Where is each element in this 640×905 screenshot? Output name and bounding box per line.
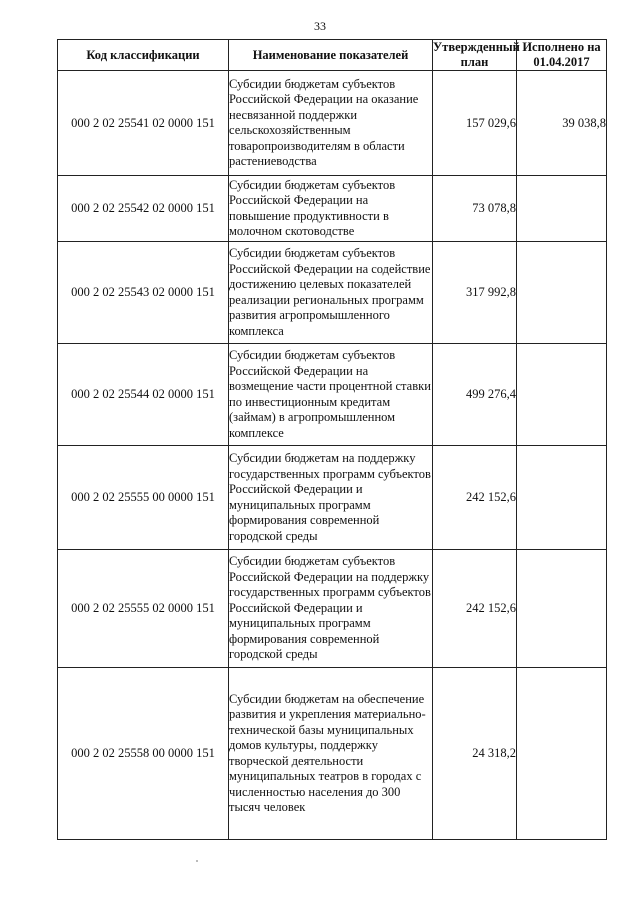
header-code: Код классификации xyxy=(58,40,229,71)
row-executed xyxy=(517,550,607,668)
row-executed xyxy=(517,242,607,344)
budget-table xyxy=(57,39,607,840)
row-name: Субсидии бюджетам на обеспечение развития и укрепления материально-технической базы муниципальных домов культуры, поддержку творческой деятельности муниципальных театров в городах с численностью населения до 300 тысяч человек xyxy=(229,668,433,840)
table-row xyxy=(58,242,607,344)
page-number: 33 xyxy=(314,19,326,33)
row-name: Субсидии бюджетам субъектов Российской Федерации на содействие достижению целевых показателей реализации региональных программ развития агропромышленного комплекса xyxy=(229,242,433,344)
row-name: Субсидии бюджетам субъектов Российской Федерации на повышение продуктивности в молочном скотоводстве xyxy=(229,176,433,242)
row-executed xyxy=(517,176,607,242)
header-plan: Утвержденный план xyxy=(433,40,520,69)
table-row xyxy=(58,344,607,446)
header-name: Наименование показателей xyxy=(229,40,433,71)
row-name: Субсидии бюджетам субъектов Российской Федерации на поддержку государственных программ субъектов Российской Федерации и муниципальных программ формирования современной городской среды xyxy=(229,550,433,668)
header-executed: Исполнено на 01.04.2017 xyxy=(517,40,607,71)
row-plan: 24 318,2 xyxy=(433,668,517,840)
row-code: 000 2 02 25543 02 0000 151 xyxy=(58,242,229,344)
row-executed xyxy=(517,344,607,446)
table-header-row xyxy=(58,40,607,71)
row-executed xyxy=(517,446,607,550)
table-row xyxy=(58,71,607,176)
row-plan: 242 152,6 xyxy=(433,446,517,550)
row-plan: 242 152,6 xyxy=(433,550,517,668)
row-name: Субсидии бюджетам субъектов Российской Федерации на оказание несвязанной поддержки сельскохозяйственным товаропроизводителям в области растениеводства xyxy=(229,71,433,176)
scan-speck xyxy=(196,860,198,862)
row-executed xyxy=(517,668,607,840)
row-executed: 39 038,8 xyxy=(517,71,607,176)
row-plan: 157 029,6 xyxy=(433,71,517,176)
table-row xyxy=(58,550,607,668)
row-code: 000 2 02 25558 00 0000 151 xyxy=(58,668,229,840)
table-row xyxy=(58,446,607,550)
row-plan: 73 078,8 xyxy=(433,176,517,242)
row-code: 000 2 02 25555 02 0000 151 xyxy=(58,550,229,668)
row-name: Субсидии бюджетам на поддержку государственных программ субъектов Российской Федерации и муниципальных программ формирования современной городской среды xyxy=(229,446,433,550)
row-code: 000 2 02 25555 00 0000 151 xyxy=(58,446,229,550)
table-row xyxy=(58,176,607,242)
table-row xyxy=(58,668,607,840)
row-name: Субсидии бюджетам субъектов Российской Федерации на возмещение части процентной ставки по инвестиционным кредитам (займам) в агропромышленном комплексе xyxy=(229,344,433,446)
row-code: 000 2 02 25544 02 0000 151 xyxy=(58,344,229,446)
row-plan: 499 276,4 xyxy=(433,344,517,446)
row-code: 000 2 02 25541 02 0000 151 xyxy=(58,71,229,176)
row-code: 000 2 02 25542 02 0000 151 xyxy=(58,176,229,242)
row-plan: 317 992,8 xyxy=(433,242,517,344)
